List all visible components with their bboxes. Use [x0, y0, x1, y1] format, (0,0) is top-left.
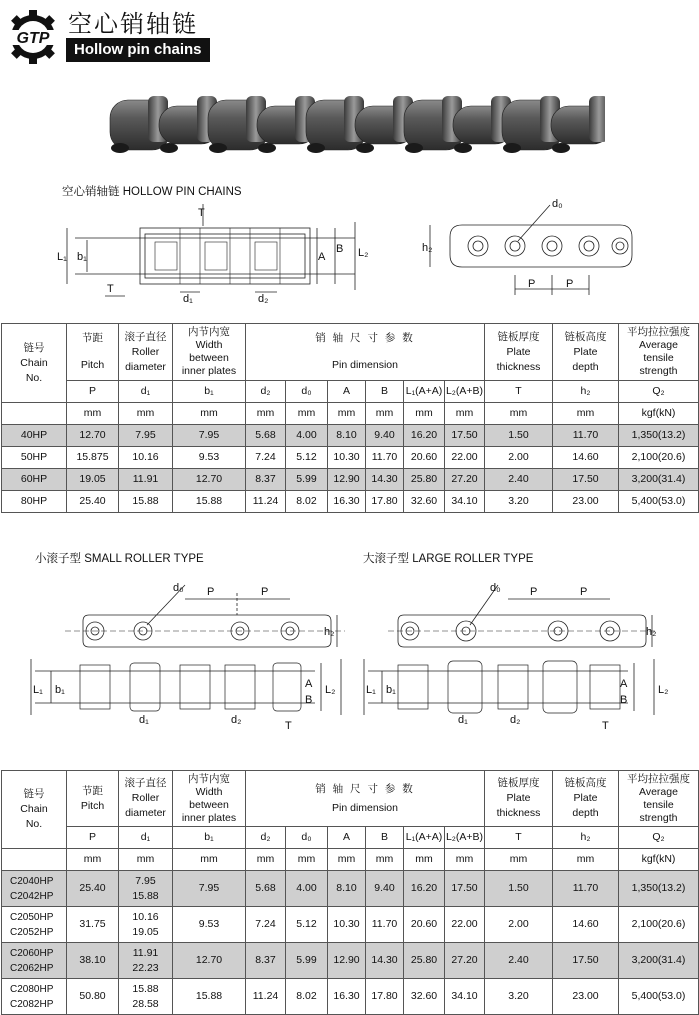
table-cell: 11.24	[246, 979, 286, 1015]
large-roller-diagram	[358, 575, 693, 735]
label-small-b1: b₁	[55, 684, 65, 696]
table-cell: 12.70	[67, 425, 119, 447]
logo-text: GTP	[16, 30, 50, 47]
t1-unit-cell: mm	[173, 403, 246, 425]
table-cell: 9.53	[173, 907, 246, 943]
label-small-d1: d₁	[139, 714, 149, 726]
table-cell: 11.70	[553, 425, 619, 447]
table-cell: 12.70	[173, 943, 246, 979]
table-cell: 5,400(53.0)	[619, 491, 699, 513]
table-cell: 8.02	[286, 491, 328, 513]
table-cell: 9.40	[366, 425, 404, 447]
table-cell: 40HP	[2, 425, 67, 447]
table-cell: 10.30	[328, 907, 366, 943]
table-cell: 3.20	[485, 979, 553, 1015]
header2-plate-depth: 链板高度 Plate depth	[553, 771, 619, 827]
t1-symbol-cell: T	[485, 381, 553, 403]
table-cell: 8.10	[328, 425, 366, 447]
t2-symbol-cell: h₂	[553, 827, 619, 849]
hollow-pin-hole	[111, 143, 129, 153]
label-large-h2: h₂	[646, 626, 657, 638]
table-row	[2, 979, 699, 1015]
t2-unit-cell: mm	[246, 849, 286, 871]
table-cell: 5.12	[286, 447, 328, 469]
table-row	[2, 447, 699, 469]
table-row	[2, 491, 699, 513]
t2-symbol-cell: b₁	[173, 827, 246, 849]
header2-pin-dimension: 销 轴 尺 寸 参 数 Pin dimension	[246, 771, 485, 827]
table-cell: 27.20	[445, 469, 485, 491]
t1-symbol-cell: A	[328, 381, 366, 403]
chain-no-cell: C2040HP C2042HP	[2, 871, 67, 907]
table-cell: 14.60	[553, 907, 619, 943]
header2-roller: 滚子直径 Roller diameter	[119, 771, 173, 827]
table-cell: 10.16	[119, 447, 173, 469]
t1-symbol-cell: d₁	[119, 381, 173, 403]
table-row	[2, 871, 699, 907]
section1-caption: 空心销轴链 HOLLOW PIN CHAINS	[62, 186, 242, 198]
table-cell: 17.80	[366, 979, 404, 1015]
label-L1: L₁	[57, 251, 67, 263]
label-large-L2: L₂	[658, 684, 669, 696]
header-pin-dimension: 销 轴 尺 寸 参 数 Pin dimension	[246, 324, 485, 381]
header-chain-no: 链号 Chain No.	[2, 324, 67, 403]
table-cell: 7.95	[119, 425, 173, 447]
label-h2: h₂	[422, 242, 433, 254]
table-cell: 16.30	[328, 979, 366, 1015]
table-cell: 5.68	[246, 425, 286, 447]
small-roller-caption: 小滚子型 SMALL ROLLER TYPE	[35, 553, 204, 565]
label-large-d0: d₀	[490, 582, 501, 594]
t2-symbol-cell: L₂(A+B)	[445, 827, 485, 849]
table-cell: 23.00	[553, 491, 619, 513]
table-cell: 27.20	[445, 943, 485, 979]
table-cell: 5.68	[246, 871, 286, 907]
table-cell: 5,400(53.0)	[619, 979, 699, 1015]
t1-symbol-cell: B	[366, 381, 404, 403]
table-cell: 80HP	[2, 491, 67, 513]
table-row	[2, 943, 699, 979]
header2-chain-no: 链号 Chain No.	[2, 771, 67, 849]
table-cell: 3,200(31.4)	[619, 943, 699, 979]
header-pitch: 节距 Pitch	[67, 324, 119, 381]
table-cell: 15.88	[119, 491, 173, 513]
label-A: A	[318, 251, 326, 263]
table-cell: 25.80	[404, 469, 445, 491]
t2-unit-cell: mm	[404, 849, 445, 871]
t2-unit-cell: mm	[485, 849, 553, 871]
label-d0: d₀	[552, 198, 563, 210]
label-small-P2: P	[261, 586, 269, 598]
header2-tensile: 平均拉拉强度 Average tensile strength	[619, 771, 699, 827]
table-cell: 32.60	[404, 979, 445, 1015]
table-cell: 17.50	[445, 871, 485, 907]
table-cell: 8.02	[286, 979, 328, 1015]
table-cell: 3.20	[485, 491, 553, 513]
table-cell: 16.20	[404, 871, 445, 907]
table-cell: 7.24	[246, 447, 286, 469]
table-cell: 2,100(20.6)	[619, 447, 699, 469]
table-cell: 25.40	[67, 491, 119, 513]
pitch-cell: 31.75	[67, 907, 119, 943]
table-row	[2, 425, 699, 447]
roller-cell: 10.16 19.05	[119, 907, 173, 943]
table-cell: 22.00	[445, 907, 485, 943]
chain-roller	[589, 96, 605, 142]
t1-symbol-cell: L₂(A+B)	[445, 381, 485, 403]
t1-symbol-cell: h₂	[553, 381, 619, 403]
hollow-pin-hole	[209, 143, 227, 153]
table-cell: 1.50	[485, 425, 553, 447]
t2-symbol-cell: d₀	[286, 827, 328, 849]
table-cell: 11.70	[366, 447, 404, 469]
hollow-pin-hole	[552, 143, 570, 153]
t1-unit-cell: mm	[485, 403, 553, 425]
t2-unit-cell: mm	[445, 849, 485, 871]
label-P2: P	[566, 278, 574, 290]
t1-unit-cell: mm	[119, 403, 173, 425]
table-cell: 11.91	[119, 469, 173, 491]
t2-unit-cell: mm	[286, 849, 328, 871]
header2-width: 内节内宽 Width between inner plates	[173, 771, 246, 827]
label-large-T: T	[602, 720, 609, 732]
hollow-pin-hole	[307, 143, 325, 153]
t1-unit-cell: mm	[445, 403, 485, 425]
t1-symbol-cell: d₀	[286, 381, 328, 403]
table-cell: 7.95	[173, 425, 246, 447]
table-cell: 9.40	[366, 871, 404, 907]
hollow-pin-front-diagram	[420, 195, 640, 305]
t1-unit-cell: mm	[553, 403, 619, 425]
t2-unit-cell: kgf(kN)	[619, 849, 699, 871]
gtp-logo	[4, 8, 62, 66]
table-cell: 12.90	[328, 469, 366, 491]
table-cell: 9.53	[173, 447, 246, 469]
label-large-d1: d₁	[458, 714, 468, 726]
hollow-pin-hole	[356, 143, 374, 153]
hollow-pin-hole	[454, 143, 472, 153]
table-cell: 4.00	[286, 871, 328, 907]
label-L2: L₂	[358, 247, 369, 259]
label-small-T: T	[285, 720, 292, 732]
label-T-bottom: T	[107, 283, 114, 295]
table-cell: 7.95	[173, 871, 246, 907]
label-large-d2: d₂	[510, 714, 521, 726]
t2-unit-cell: mm	[366, 849, 404, 871]
label-small-d2: d₂	[231, 714, 242, 726]
table-cell: 11.70	[366, 907, 404, 943]
table-cell: 20.60	[404, 907, 445, 943]
table-cell: 8.37	[246, 943, 286, 979]
table-cell: 2.40	[485, 469, 553, 491]
table-cell: 34.10	[445, 491, 485, 513]
t2-symbol-cell: P	[67, 827, 119, 849]
chain-no-cell: C2080HP C2082HP	[2, 979, 67, 1015]
label-large-P1: P	[530, 586, 538, 598]
label-small-d0: d₀	[173, 582, 184, 594]
t1-unit-cell: mm	[328, 403, 366, 425]
t1-unit-cell: kgf(kN)	[619, 403, 699, 425]
label-small-B: B	[305, 694, 313, 706]
table-cell: 14.30	[366, 469, 404, 491]
t1-symbol-cell: b₁	[173, 381, 246, 403]
t1-unit-cell: mm	[67, 403, 119, 425]
header-plate-depth: 链板高度 Plate depth	[553, 324, 619, 381]
chain-no-cell: C2050HP C2052HP	[2, 907, 67, 943]
label-small-A: A	[305, 678, 313, 690]
label-d2: d₂	[258, 293, 269, 305]
table-cell: 60HP	[2, 469, 67, 491]
table-cell: 17.50	[553, 943, 619, 979]
table-cell: 1,350(13.2)	[619, 425, 699, 447]
t1-unit-cell: mm	[366, 403, 404, 425]
table-cell: 3,200(31.4)	[619, 469, 699, 491]
t1-unit-cell: mm	[286, 403, 328, 425]
table-cell: 16.30	[328, 491, 366, 513]
t1-symbol-cell: d₂	[246, 381, 286, 403]
table-cell: 8.37	[246, 469, 286, 491]
label-small-h2: h₂	[324, 626, 335, 638]
table-cell: 14.30	[366, 943, 404, 979]
t2-symbol-cell: T	[485, 827, 553, 849]
table-cell: 5.99	[286, 943, 328, 979]
t2-symbol-cell: d₁	[119, 827, 173, 849]
t2-unit-cell: mm	[119, 849, 173, 871]
table-cell: 17.50	[553, 469, 619, 491]
table-row	[2, 469, 699, 491]
table-cell: 32.60	[404, 491, 445, 513]
table-cell: 15.88	[173, 491, 246, 513]
table-cell: 14.60	[553, 447, 619, 469]
header2-plate-thickness: 链板厚度 Plate thickness	[485, 771, 553, 827]
roller-cell: 7.95 15.88	[119, 871, 173, 907]
table-cell: 1.50	[485, 871, 553, 907]
pitch-cell: 25.40	[67, 871, 119, 907]
label-large-B: B	[620, 694, 628, 706]
table-cell: 15.88	[173, 979, 246, 1015]
header2-pitch: 节距 Pitch	[67, 771, 119, 827]
pitch-cell: 50.80	[67, 979, 119, 1015]
table-cell: 1,350(13.2)	[619, 871, 699, 907]
label-large-A: A	[620, 678, 628, 690]
table-cell: 8.10	[328, 871, 366, 907]
t2-unit-cell: mm	[67, 849, 119, 871]
hollow-pin-side-diagram	[55, 200, 375, 310]
label-large-b1: b₁	[386, 684, 396, 696]
roller-cell: 11.91 22.23	[119, 943, 173, 979]
header-tensile: 平均拉拉强度 Average tensile strength	[619, 324, 699, 381]
label-B: B	[336, 243, 344, 255]
header-plate-thickness: 链板厚度 Plate thickness	[485, 324, 553, 381]
hollow-pin-hole	[503, 143, 521, 153]
table-cell: 2,100(20.6)	[619, 907, 699, 943]
label-small-L2: L₂	[325, 684, 336, 696]
t2-symbol-cell: Q₂	[619, 827, 699, 849]
label-small-P1: P	[207, 586, 215, 598]
label-d1: d₁	[183, 293, 193, 305]
table-cell: 11.70	[553, 871, 619, 907]
table-cell: 7.24	[246, 907, 286, 943]
label-large-P2: P	[580, 586, 588, 598]
page-title-cn: 空心销轴链	[68, 11, 198, 38]
table-cell: 16.20	[404, 425, 445, 447]
table-cell: 15.875	[67, 447, 119, 469]
t1-symbol-cell: P	[67, 381, 119, 403]
table-cell: 17.50	[445, 425, 485, 447]
t2-symbol-cell: d₂	[246, 827, 286, 849]
hollow-pin-hole	[405, 143, 423, 153]
t2-symbol-cell: B	[366, 827, 404, 849]
t2-symbol-cell: L₁(A+A)	[404, 827, 445, 849]
table-cell: 5.99	[286, 469, 328, 491]
large-roller-caption: 大滚子型 LARGE ROLLER TYPE	[363, 553, 534, 565]
table-cell: 25.80	[404, 943, 445, 979]
table-cell: 23.00	[553, 979, 619, 1015]
t1-unit-cell: mm	[246, 403, 286, 425]
t2-symbol-cell: A	[328, 827, 366, 849]
t1-unit-cell: mm	[404, 403, 445, 425]
t2-unit-cell: mm	[328, 849, 366, 871]
header-roller: 滚子直径 Roller diameter	[119, 324, 173, 381]
table-cell: 19.05	[67, 469, 119, 491]
roller-cell: 15.88 28.58	[119, 979, 173, 1015]
label-large-L1: L₁	[366, 684, 376, 696]
table-cell: 2.40	[485, 943, 553, 979]
pitch-cell: 38.10	[67, 943, 119, 979]
t1-symbol-cell: Q₂	[619, 381, 699, 403]
double-pitch-spec-table	[1, 770, 699, 1015]
table-cell: 34.10	[445, 979, 485, 1015]
hollow-pin-spec-table	[1, 323, 699, 513]
table-cell: 12.90	[328, 943, 366, 979]
table-cell: 22.00	[445, 447, 485, 469]
table-cell: 50HP	[2, 447, 67, 469]
t2-unit-cell: mm	[553, 849, 619, 871]
table-cell: 4.00	[286, 425, 328, 447]
chain-photo	[95, 88, 605, 168]
table-cell: 2.00	[485, 447, 553, 469]
table-cell: 17.80	[366, 491, 404, 513]
table-cell: 20.60	[404, 447, 445, 469]
table-row	[2, 907, 699, 943]
table-cell: 10.30	[328, 447, 366, 469]
label-b1: b₁	[77, 251, 87, 263]
t1-symbol-cell: L₁(A+A)	[404, 381, 445, 403]
label-small-L1: L₁	[33, 684, 43, 696]
header-width: 内节内宽 Width between inner plates	[173, 324, 246, 381]
table-cell: 2.00	[485, 907, 553, 943]
chain-no-cell: C2060HP C2062HP	[2, 943, 67, 979]
t2-unit-cell: mm	[173, 849, 246, 871]
table-cell: 5.12	[286, 907, 328, 943]
hollow-pin-hole	[258, 143, 276, 153]
hollow-pin-hole	[160, 143, 178, 153]
table-cell: 11.24	[246, 491, 286, 513]
label-P1: P	[528, 278, 536, 290]
table-cell: 12.70	[173, 469, 246, 491]
small-roller-diagram	[25, 575, 355, 735]
page-title-en: Hollow pin chains	[66, 38, 210, 62]
label-T-top: T	[198, 207, 205, 219]
